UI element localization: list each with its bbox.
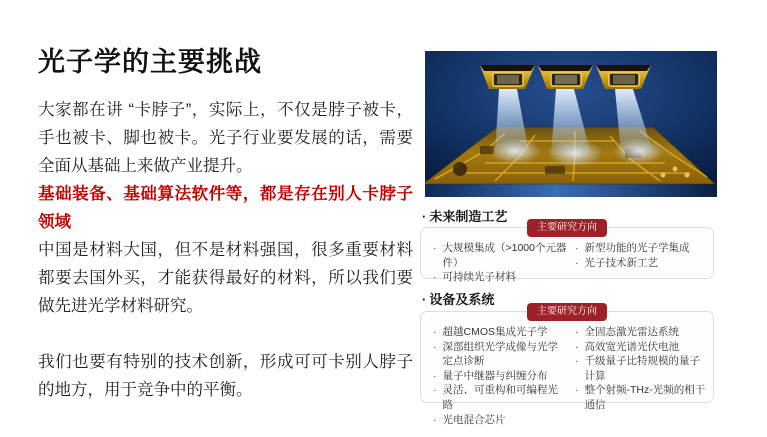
section-heading-label: 设备及系统: [429, 292, 495, 307]
list-item-label: 量子中继器与纠缠分布: [442, 369, 548, 382]
bullet-icon: ·: [422, 292, 427, 307]
page-title: 光子学的主要挑战: [38, 47, 262, 77]
bullet-icon: ·: [433, 369, 437, 382]
list-item-label: 大规模集成（>1000个元器件）: [442, 242, 567, 269]
chips-circuit-illustration: [425, 51, 717, 197]
list-item: [425, 325, 567, 340]
list-item: [567, 256, 709, 271]
list-item: [567, 383, 709, 412]
bullet-icon: ·: [422, 209, 427, 224]
bullet-icon: ·: [433, 384, 437, 397]
paragraph-1: 大家都在讲 “卡脖子”，实际上，不仅是脖子被卡，手也被卡、脚也被卡。光子行业要发展的话，需要全面从基础上来做产业提升。: [38, 101, 413, 175]
section-heading-future-manufacturing: [422, 206, 507, 225]
text-column: [38, 40, 413, 404]
list-item-label: 深部组织光学成像与光学定点诊断: [442, 340, 558, 368]
bullet-icon: ·: [575, 326, 579, 338]
list-item-label: 整个射频-THz-光频的相干通信: [584, 384, 706, 411]
list-item: [567, 354, 709, 383]
bullet-icon: ·: [575, 384, 579, 397]
section-heading-devices-systems: [422, 289, 494, 308]
section-heading-label: 未来制造工艺: [429, 209, 508, 224]
paragraph-2: 中国是材料大国，但不是材料强国，很多重要材料都要去国外买，才能获得最好的材料，所以我们要做先进光学材料研究。: [38, 241, 413, 315]
light-beams: [495, 89, 653, 155]
items-column-right: [567, 325, 709, 411]
research-box-1: [420, 222, 714, 284]
bullet-icon: ·: [433, 271, 437, 284]
right-panel: [420, 0, 725, 437]
list-item: [425, 340, 567, 369]
bullet-icon: ·: [575, 256, 579, 269]
highlight-text: 基础装备、基础算法软件等，都是存在别人卡脖子领域: [38, 185, 413, 231]
list-item: [425, 413, 567, 428]
bullet-icon: ·: [575, 355, 579, 368]
photonic-chip-icons: [480, 65, 651, 89]
list-item: [567, 340, 709, 355]
bullet-icon: ·: [433, 413, 437, 426]
items-column-left: [425, 241, 567, 284]
list-item: [425, 369, 567, 384]
list-item-label: 灵活、可重构和可编程光路: [442, 384, 558, 411]
list-item: [567, 241, 709, 256]
list-item-label: 超越CMOS集成光子学: [442, 326, 548, 338]
research-box-2: [420, 306, 714, 426]
list-item-label: 可持续光子材料: [442, 271, 516, 284]
list-item-label: 全固态激光雷达系统: [584, 326, 679, 338]
list-item: [567, 325, 709, 340]
research-direction-badge: 主要研究方向: [527, 303, 607, 321]
bullet-icon: ·: [433, 340, 437, 353]
list-item-label: 千级量子比特规模的量子计算: [584, 355, 700, 382]
items-column-left: [425, 325, 567, 426]
list-item: [425, 383, 567, 412]
photonic-chips-image: [425, 51, 717, 197]
list-item: [425, 270, 567, 285]
bullet-icon: ·: [575, 242, 579, 254]
list-item-label: 新型功能的光子学集成: [584, 242, 690, 254]
research-direction-badge: 主要研究方向: [527, 219, 607, 237]
bullet-icon: ·: [575, 340, 579, 353]
list-item-label: 光子技术新工艺: [584, 256, 658, 269]
paragraph-3: 我们也要有特别的技术创新，形成可可卡别人脖子的地方，用于竞争中的平衡。: [38, 353, 413, 399]
bullet-icon: ·: [433, 326, 437, 338]
list-item-label: 光电混合芯片: [442, 413, 506, 426]
items-column-right: [567, 241, 709, 275]
list-item: [425, 241, 567, 270]
list-item-label: 高效宽光谱光伏电池: [584, 340, 679, 353]
bullet-icon: ·: [433, 242, 437, 254]
